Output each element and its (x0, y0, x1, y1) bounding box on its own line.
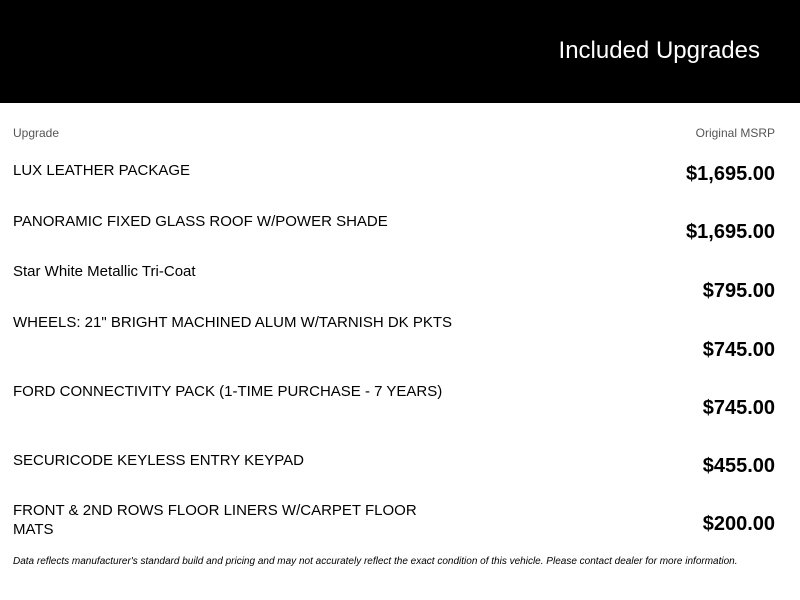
upgrade-price: $455.00 (702, 455, 775, 477)
upgrade-price: $1,695.00 (686, 221, 775, 243)
upgrade-name: SECURICODE KEYLESS ENTRY KEYPAD (13, 452, 304, 469)
column-header-upgrade: Upgrade (13, 126, 60, 140)
upgrade-name: WHEELS: 21" BRIGHT MACHINED ALUM W/TARNISH DK PKTS (13, 314, 453, 331)
column-header-msrp: Original MSRP (695, 126, 775, 140)
page-title: Included Upgrades (558, 37, 760, 64)
upgrade-name: LUX LEATHER PACKAGE (13, 162, 190, 179)
upgrade-price: $1,695.00 (686, 163, 775, 185)
upgrade-name: FORD CONNECTIVITY PACK (1-TIME PURCHASE - 7 YEARS) (13, 383, 443, 400)
disclaimer-footnote: Data reflects manufacturer's standard build and pricing and may not accurately reflect the exact condition of this vehicle. Please contact dealer for more information. (13, 556, 738, 567)
upgrade-name: FRONT & 2ND ROWS FLOOR LINERS W/CARPET FLOOR MATS (13, 502, 417, 538)
upgrade-name: Star White Metallic Tri-Coat (13, 263, 196, 280)
upgrade-price: $745.00 (702, 339, 775, 361)
upgrade-price: $745.00 (702, 397, 775, 419)
upgrade-price: $200.00 (702, 513, 775, 535)
upgrade-name: PANORAMIC FIXED GLASS ROOF W/POWER SHADE (13, 213, 388, 230)
upgrade-price: $795.00 (702, 280, 775, 302)
header-bar (0, 0, 800, 103)
